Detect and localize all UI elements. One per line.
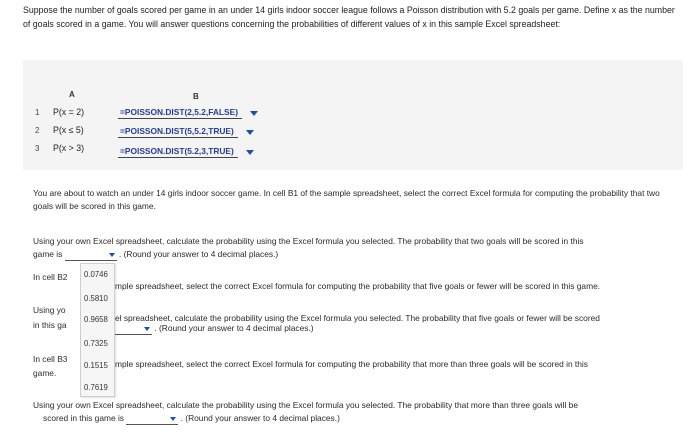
answer-two-goals-select[interactable] xyxy=(65,251,117,261)
question-three-goals-suffix: . (Round your answer to 4 decimal places.) xyxy=(180,413,340,423)
question-five-goals-prefix1: Using yo xyxy=(33,305,66,315)
dropdown-option[interactable]: 0.7325 xyxy=(84,339,108,348)
chevron-down-icon xyxy=(246,150,254,155)
question-b3-line2: game. xyxy=(33,368,57,378)
question-five-goals-prefix2: in this ga xyxy=(33,320,67,330)
answer-five-goals-select[interactable] xyxy=(114,325,152,335)
cell-b1-selected-formula: =POISSON.DIST(2,5.2,FALSE) xyxy=(118,107,242,119)
chevron-down-icon xyxy=(250,111,258,116)
row-number-3: 3 xyxy=(35,144,40,153)
question-b2-prefix: In cell B2 xyxy=(33,272,68,282)
question-b2-text: mple spreadsheet, select the correct Excel formula for computing the probability that five goals or fewer will be scored in this game. xyxy=(115,281,601,291)
dropdown-option[interactable]: 0.9658 xyxy=(84,315,108,324)
cell-a2: P(x ≤ 5) xyxy=(53,125,84,135)
answer-dropdown-list xyxy=(80,263,115,397)
question-b3-text: mple spreadsheet, select the correct Excel formula for computing the probability that more than three goals will be scored in this xyxy=(115,359,588,369)
question-five-goals-line1: el spreadsheet, calculate the probability using the Excel formula you selected. The probability that five goals or fewer will be scored xyxy=(115,313,600,323)
question-three-goals-line1: Using your own Excel spreadsheet, calculate the probability using the Excel formula you selected. The probability that more than three goals will be xyxy=(33,400,578,410)
question-three-goals-prefix: scored in this game is xyxy=(43,413,124,423)
dropdown-option[interactable]: 0.5810 xyxy=(84,294,108,303)
question-three-goals-text xyxy=(33,399,673,425)
column-header-b: B xyxy=(193,92,199,101)
question-two-goals-prefix: game is xyxy=(33,249,63,259)
question-two-goals-suffix: . (Round your answer to 4 decimal places.) xyxy=(118,249,279,259)
question-two-goals-text xyxy=(33,235,673,261)
question-five-goals-line2 xyxy=(114,322,314,335)
chevron-down-icon xyxy=(144,327,150,331)
question-b3-prefix: In cell B3 xyxy=(33,354,68,364)
cell-b3-formula-select[interactable] xyxy=(118,146,254,158)
row-number-2: 2 xyxy=(35,126,40,135)
cell-b2-selected-formula: =POISSON.DIST(5,5.2,TRUE) xyxy=(118,126,238,138)
cell-b2-formula-select[interactable] xyxy=(118,126,254,138)
question-five-goals-suffix: . (Round your answer to 4 decimal places.) xyxy=(154,323,314,333)
dropdown-option[interactable]: 0.1515 xyxy=(84,361,108,370)
answer-three-goals-select[interactable] xyxy=(126,415,178,425)
row-number-1: 1 xyxy=(35,108,40,117)
cell-a3: P(x > 3) xyxy=(53,143,85,153)
problem-intro: Suppose the number of goals scored per game in an under 14 girls indoor soccer league follows a Poisson distribution with 5.2 goals per game. Define x as the number of goals scored in a game. You will answer questions concerning the probabilities of different values of x in this sample Excel spreadsheet: xyxy=(23,5,675,29)
question-two-goals-line1: Using your own Excel spreadsheet, calculate the probability using the Excel formula you selected. The probability that two goals will be scored in this xyxy=(33,236,584,246)
chevron-down-icon xyxy=(109,253,115,257)
cell-a1: P(x = 2) xyxy=(53,107,85,117)
chevron-down-icon xyxy=(246,130,254,135)
cell-b1-formula-select[interactable] xyxy=(118,107,258,119)
chevron-down-icon xyxy=(170,417,176,421)
question-b1-text: You are about to watch an under 14 girls indoor soccer game. In cell B1 of the sample spreadsheet, select the correct Excel formula for computing the probability that two goals will be scored in this game. xyxy=(33,188,660,211)
cell-b3-selected-formula: =POISSON.DIST(5.2,3,TRUE) xyxy=(118,146,238,158)
dropdown-option[interactable]: 0.0746 xyxy=(84,270,108,279)
column-header-a: A xyxy=(69,90,75,99)
dropdown-option[interactable]: 0.7619 xyxy=(84,383,108,392)
